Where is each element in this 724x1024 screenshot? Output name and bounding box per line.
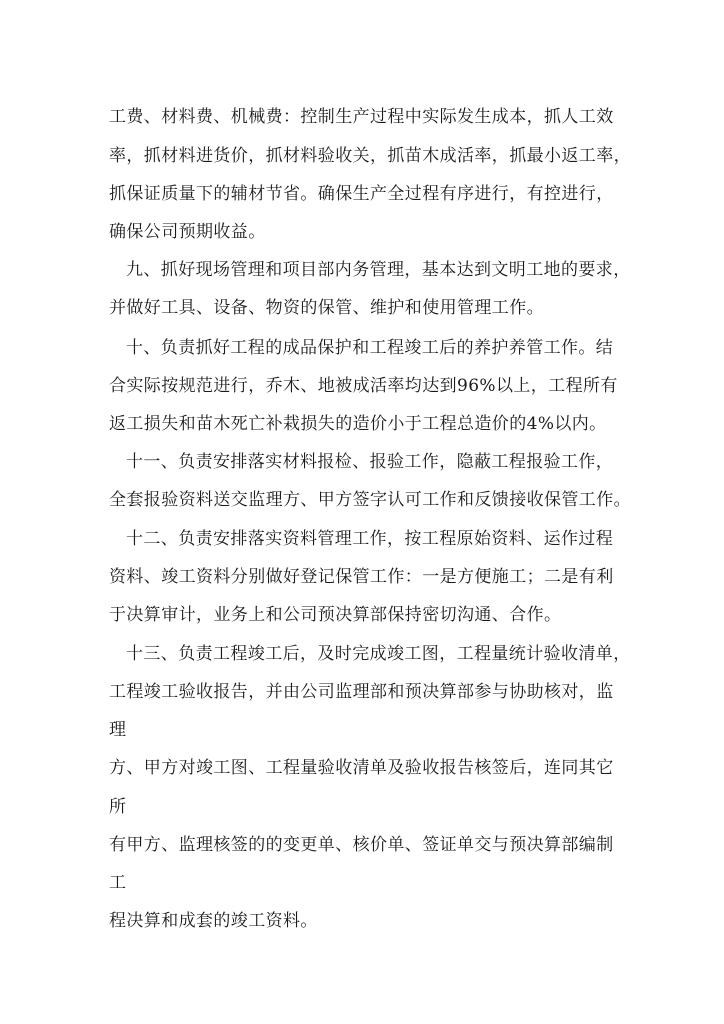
text-line-19: 所 xyxy=(109,797,127,817)
text-line-16: 工程竣工验收报告，并由公司监理部和预决算部参与协助核对，监 xyxy=(109,682,614,702)
section-13-heading-line: 十三、负责工程竣工后，及时完成竣工图，工程量统计验收清单， xyxy=(126,644,631,664)
section-9-heading-line: 九、抓好现场管理和项目部内务管理，基本达到文明工地的要求， xyxy=(126,260,631,280)
text-line-21: 工 xyxy=(109,873,127,893)
text-line-2: 率，抓材料进货价，抓材料验收关，抓苗木成活率，抓最小返工率， xyxy=(109,146,631,166)
text-line-3: 抓保证质量下的辅材节省。确保生产全过程有序进行，有控进行， xyxy=(109,184,614,204)
text-line-14: 于决算审计，业务上和公司预决算部保持密切沟通、合作。 xyxy=(109,605,562,625)
text-line-22: 程决算和成套的竣工资料。 xyxy=(109,911,318,931)
section-12-heading-line: 十二、负责安排落实资料管理工作，按工程原始资料、运作过程 xyxy=(126,529,614,549)
text-line-13: 资料、竣工资料分别做好登记保管工作：一是方便施工；二是有利 xyxy=(109,567,614,587)
text-line-8: 合实际按规范进行，乔木、地被成活率均达到96%以上，工程所有 xyxy=(109,376,618,396)
section-10-heading-line: 十、负责抓好工程的成品保护和工程竣工后的养护养管工作。结 xyxy=(126,338,614,358)
text-line-6: 并做好工具、设备、物资的保管、维护和使用管理工作。 xyxy=(109,298,544,318)
section-11-heading-line: 十一、负责安排落实材料报检、报验工作，隐蔽工程报验工作， xyxy=(126,452,614,472)
text-line-9: 返工损失和苗木死亡补栽损失的造价小于工程总造价的4%以内。 xyxy=(109,414,607,434)
text-line-1: 工费、材料费、机械费：控制生产过程中实际发生成本，抓人工效 xyxy=(109,107,614,127)
text-line-11: 全套报验资料送交监理方、甲方签字认可工作和反馈接收保管工作。 xyxy=(109,490,631,510)
text-line-17: 理 xyxy=(109,720,127,740)
text-line-20: 有甲方、监理核签的的变更单、核价单、签证单交与预决算部编制 xyxy=(109,835,614,855)
text-line-4: 确保公司预期收益。 xyxy=(109,222,266,242)
text-line-18: 方、甲方对竣工图、工程量验收清单及验收报告核签后，连同其它 xyxy=(109,758,614,778)
